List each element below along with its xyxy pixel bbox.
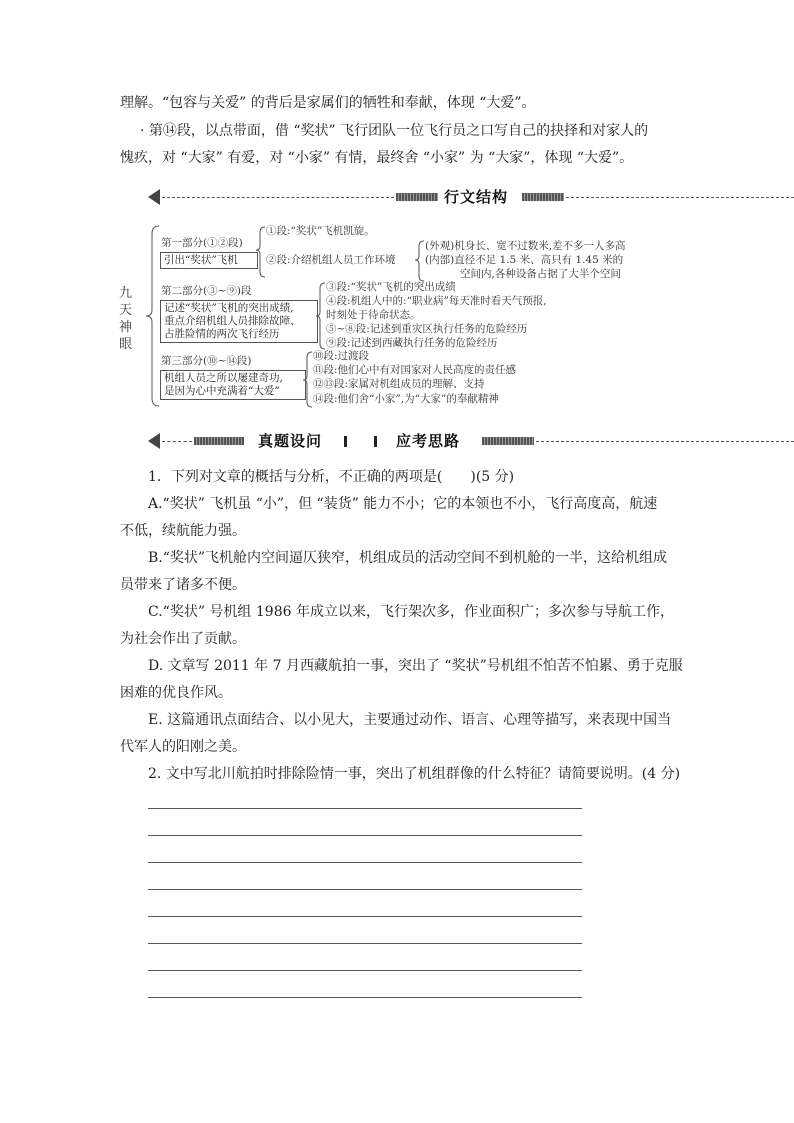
option-a-line-2: 不低，续航能力强。 [120, 523, 246, 539]
answer-line[interactable] [148, 835, 582, 836]
part1-title: 第一部分(①②段) [161, 237, 243, 249]
part3-item-2: ⑪段:他们心中有对国家对人民高度的责任感 [313, 364, 517, 376]
part2-item-2b: 时刻处于待命状态。 [326, 309, 421, 321]
question-2: 2. 文中写北川航拍时排除险情一事，突出了机组群像的什么特征？请简要说明。(4 分) [148, 766, 681, 782]
part2-item-4: ⑨段:记述到西藏执行任务的危险经历 [326, 337, 498, 349]
part1-item-2: ②段:介绍机组人员工作环境 [266, 254, 396, 266]
answer-line[interactable] [148, 997, 582, 998]
intro-line-2: · 第⑭段，以点带面，借 “奖状” 飞行团队一位飞行员之口写自己的抉择和对家人的 [140, 123, 649, 139]
answer-line[interactable] [148, 808, 582, 809]
part3-box [160, 370, 306, 400]
part3-box-line-1: 机组人员之所以屡建奇功, [164, 372, 283, 384]
answer-line[interactable] [148, 970, 582, 971]
answer-line[interactable] [148, 943, 582, 944]
option-b-line-1: B.“奖状”飞机舱内空间逼仄狭窄，机组成员的活动空间不到机舱的一半，这给机组成 [148, 550, 668, 566]
part2-box [160, 300, 318, 343]
option-e-line-2: 代军人的阳刚之美。 [120, 739, 246, 755]
part1-item-1: ①段:“奖状”飞机凯旋。 [266, 225, 375, 237]
option-b-line-2: 员带来了诸多不便。 [120, 577, 246, 593]
part2-box-line-1: 记述“奖状”飞机的突出成绩, [164, 302, 294, 314]
part2-box-line-3: 占胜险情的两次飞行经历 [164, 328, 280, 340]
part2-title: 第二部分(③~⑨)段 [161, 285, 252, 297]
answer-line[interactable] [148, 862, 582, 863]
part2-item-2: ④段:机组人中的:“职业病”每天准时看天气预报, [326, 295, 547, 307]
part3-item-1: ⑩段:过渡段 [313, 350, 370, 362]
option-a-line-1: A.“奖状” 飞机虽 “小”，但 “装货” 能力不小；它的本领也不小，飞行高度高，航速 [148, 496, 658, 512]
part3-title: 第三部分(⑩~⑭段) [161, 355, 252, 367]
answer-line[interactable] [148, 916, 582, 917]
part2-item-3: ⑤~⑧段:记述到重灾区执行任务的危险经历 [326, 323, 528, 335]
question-1: 1．下列对文章的概括与分析，不正确的两项是( )(5 分) [148, 469, 515, 485]
arrow-left-icon [148, 433, 160, 449]
part3-item-4: ⑭段:他们舍“小家”,为“大家”的奉献精神 [313, 393, 499, 405]
part2-box-line-2: 重点介绍机组人员排除故障、 [164, 315, 301, 327]
separator-mark [344, 436, 347, 447]
banner-left-title: 真题设问 [258, 432, 323, 450]
intro-line-3: 愧疚，对 “大家” 有爱，对 “小家” 有情，最终舍 “小家” 为 “大家”，体现 “大爱”。 [120, 150, 634, 166]
option-d-line-1: D. 文章写 2011 年 7 月西藏航拍一事，突出了 “奖状”号机组不怕苦不怕累、勇于克服 [148, 658, 683, 674]
section-title: 行文结构 [444, 188, 509, 206]
part1-box: 引出“奖状”飞机 [160, 252, 258, 269]
option-c-line-2: 为社会作出了贡献。 [120, 631, 246, 647]
section-banner-questions [148, 432, 794, 452]
separator-mark [374, 436, 377, 447]
part3-item-3: ⑫⑬段:家属对机组成员的理解、支持 [313, 378, 485, 390]
option-d-line-2: 困难的优良作风。 [120, 685, 232, 701]
part1-detail-1: (外观)机身长、宽不过数米,差不多一人多高 [425, 240, 626, 252]
option-e-line-1: E. 这篇通讯点面结合、以小见大，主要通过动作、语言、心理等描写，来表现中国当 [148, 712, 672, 728]
option-c-line-1: C.“奖状” 号机组 1986 年成立以来，飞行架次多，作业面积广；多次参与导航工作， [148, 604, 674, 620]
part3-box-line-2: 是因为心中充满着“大爱” [164, 385, 280, 397]
diagram-side-label: 九天神眼 [119, 286, 133, 352]
answer-line[interactable] [148, 889, 582, 890]
intro-line-1: 理解。“包容与关爱” 的背后是家属们的牺牲和奉献，体现 “大爱”。 [120, 95, 536, 111]
part1-detail-2: (内部)直径不足 1.5 米、高只有 1.45 米的 [425, 254, 624, 266]
banner-right-title: 应考思路 [396, 432, 461, 450]
part1-detail-3: 空间内,各种设备占据了大半个空间 [460, 268, 621, 280]
part2-item-1: ③段:“奖状”飞机的突出成绩 [326, 281, 456, 293]
